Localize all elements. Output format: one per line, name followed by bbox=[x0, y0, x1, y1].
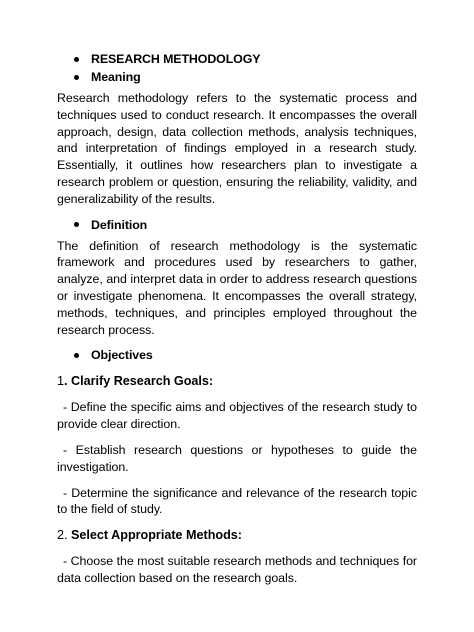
objective-1-point-2: - Establish research questions or hypotheses to guide the investigation. bbox=[57, 442, 417, 474]
objective-1-number: 1 bbox=[57, 374, 65, 389]
bullet-dot-icon bbox=[74, 222, 79, 227]
bullet-research-methodology bbox=[57, 50, 417, 68]
bullet-meaning bbox=[57, 68, 417, 86]
bullet-label: Definition bbox=[91, 217, 148, 232]
objective-1-point-1: - Define the specific aims and objectives of the research study to provide clear direction. bbox=[57, 400, 417, 432]
bullet-label: Objectives bbox=[91, 348, 153, 363]
bullet-label: RESEARCH METHODOLOGY bbox=[91, 52, 261, 66]
bullet-objectives bbox=[57, 346, 417, 364]
objective-2-heading bbox=[57, 527, 417, 544]
bullet-definition bbox=[57, 216, 417, 234]
objective-2-point-1: - Choose the most suitable research methods and techniques for data collection based on the research goals. bbox=[57, 554, 417, 585]
meaning-paragraph: Research methodology refers to the systematic process and techniques used to conduct research. It encompasses the overall approach, design, data collection methods, analysis techniques, and interpretation of findings employed in a research study. Essentially, it outlines how researchers plan to investigate a research problem or question, ensuring the reliability, validity, and generalizability of the results. bbox=[57, 91, 417, 206]
bullet-dot-icon bbox=[74, 353, 79, 358]
bullet-label: Meaning bbox=[91, 70, 141, 84]
objective-1-title: . Clarify Research Goals: bbox=[64, 374, 214, 389]
objective-1-heading bbox=[57, 373, 417, 390]
definition-paragraph: The definition of research methodology is the systematic framework and procedures used by researchers to gather, analyze, and interpret data in order to address research questions or investigate phenomena. It encompasses the overall strategy, methods, techniques, and principles employed throughout the research process. bbox=[57, 238, 417, 337]
bullet-dot-icon bbox=[74, 75, 79, 80]
objective-2-number: 2. bbox=[57, 528, 72, 543]
objective-1-point-3: - Determine the significance and relevance of the research topic to the field of study. bbox=[57, 485, 417, 517]
top-bullet-list bbox=[57, 50, 417, 86]
objective-2-title: Select Appropriate Methods: bbox=[71, 528, 242, 543]
bullet-dot-icon bbox=[74, 57, 79, 62]
